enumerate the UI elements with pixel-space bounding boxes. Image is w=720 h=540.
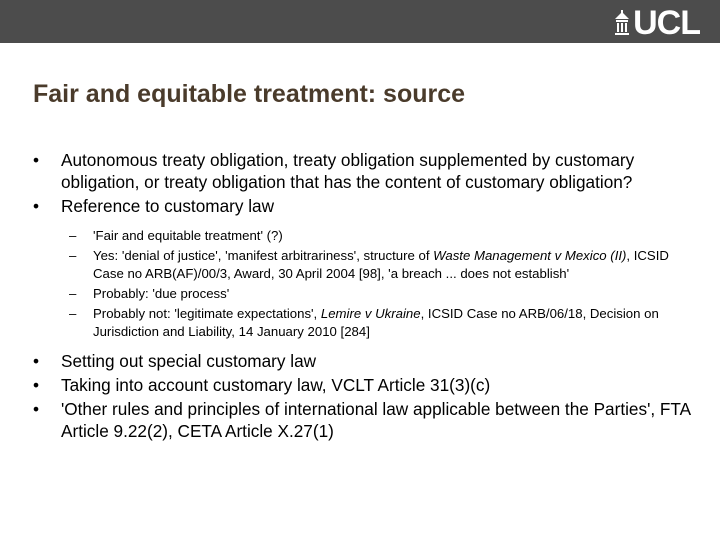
bullet-item [33, 398, 693, 442]
sub-text: Probably: 'due process' [93, 286, 230, 301]
bullet-text: Autonomous treaty obligation, treaty obligation supplemented by customary obligation, or treaty obligation that has the content of customary obligation? [61, 150, 635, 192]
dash-marker: – [69, 228, 77, 243]
sub-text: Probably not: 'legitimate expectations', [93, 306, 321, 321]
bullet-text: Setting out special customary law [61, 351, 317, 371]
bullet-item [33, 374, 693, 396]
sub-item [61, 227, 693, 245]
sub-text: 'Fair and equitable treatment' (?) [93, 228, 283, 243]
bullet-marker: • [33, 351, 40, 371]
bullet-text: Taking into account customary law, VCLT Article 31(3)(c) [61, 375, 491, 395]
bullet-text: Reference to customary law [61, 196, 275, 216]
bullet-item [33, 195, 693, 217]
sub-list [33, 227, 693, 341]
sub-text: , ICSID Case no ARB(AF)/00/3, Award, 30 April 2004 [98], 'a breach ... does not establish' [93, 248, 669, 281]
case-name: Waste Management v Mexico (II) [433, 248, 627, 263]
bullet-marker: • [33, 375, 40, 395]
ucl-portico-icon [614, 10, 630, 36]
bullet-marker: • [33, 399, 40, 419]
sub-item [61, 247, 693, 283]
bullet-marker: • [33, 150, 40, 170]
logo-text: UCL [633, 4, 700, 42]
sub-text: Yes: 'denial of justice', 'manifest arbitrariness', structure of [93, 248, 434, 263]
bullet-marker: • [33, 196, 40, 216]
sub-text: , ICSID Case no ARB/06/18, Decision on Jurisdiction and Liability, 14 January 2010 [284] [93, 306, 659, 339]
bullet-item [33, 149, 693, 193]
bullet-item [33, 350, 693, 372]
dash-marker: – [69, 286, 77, 301]
bullet-text: 'Other rules and principles of international law applicable between the Parties', FTA Article 9.22(2), CETA Article X.27(1) [61, 399, 691, 441]
sub-item [61, 285, 693, 303]
header-bar [0, 0, 720, 43]
ucl-logo [614, 4, 700, 42]
sub-item [61, 305, 693, 341]
slide-body [33, 149, 693, 442]
dash-marker: – [69, 306, 77, 321]
dash-marker: – [69, 248, 77, 263]
slide-title: Fair and equitable treatment: source [33, 80, 466, 108]
case-name: Lemire v Ukraine [320, 306, 421, 321]
